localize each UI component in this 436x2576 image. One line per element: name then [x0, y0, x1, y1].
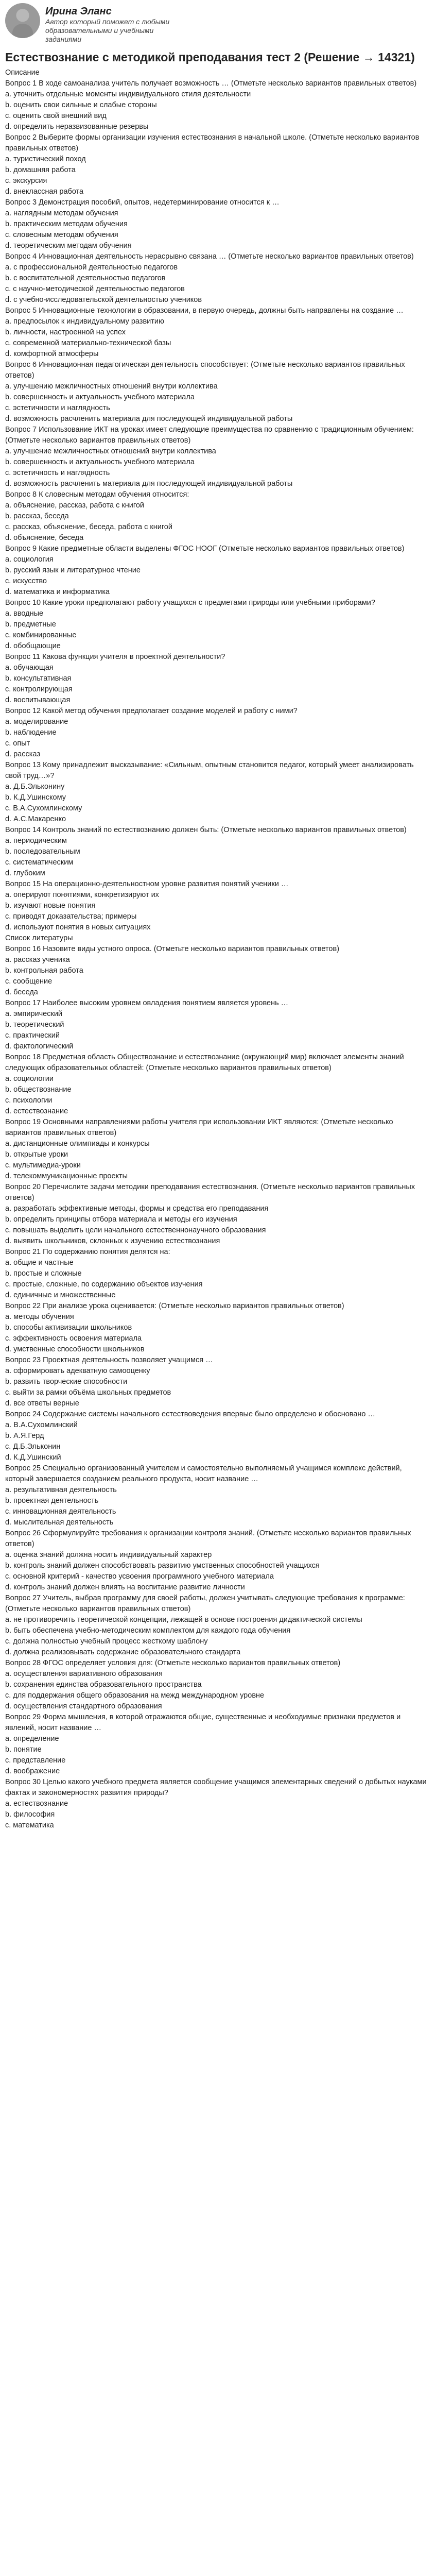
answer-option: c. выйти за рамки объёма школьных предметов: [5, 1388, 171, 1397]
answer-option: c. эстетичности и наглядность: [5, 404, 110, 412]
answer-option: a. Д.Б.Эльконину: [5, 783, 65, 791]
answer-option: b. изучают новые понятия: [5, 902, 96, 910]
answer-option: b. определить принципы отбора материала и методы его изучения: [5, 1215, 237, 1224]
question-text: Вопрос 22 При анализе урока оценивается: (Отметьте несколько вариантов правильных ответов): [5, 1302, 344, 1310]
answer-option: a. естествознание: [5, 1800, 68, 1808]
answer-option: a. оперируют понятиями, конкретизируют их: [5, 891, 159, 899]
answer-option: a. социологии: [5, 1075, 54, 1083]
author-avatar[interactable]: [5, 3, 40, 38]
answer-option: c. эстетичность и наглядность: [5, 469, 110, 477]
answer-option: d. естествознание: [5, 1107, 68, 1115]
answer-option: b. открытые уроки: [5, 1150, 68, 1159]
answer-option: c. для поддержания общего образования на межд международном уровне: [5, 1691, 265, 1700]
answer-option: b. обществознание: [5, 1086, 72, 1094]
answer-option: a. рассказ ученика: [5, 956, 70, 964]
answer-option: b. совершенность и актуальность учебного материала: [5, 393, 195, 401]
question-text: Вопрос 28 ФГОС определяет условия для: (Отметьте несколько вариантов правильных ответов): [5, 1659, 341, 1667]
answer-option: c. опыт: [5, 739, 30, 748]
question-text: Вопрос 14 Контроль знаний по естествознанию должен быть: (Отметьте несколько вариантов правильных ответов): [5, 826, 407, 834]
answer-option: b. домашняя работа: [5, 166, 76, 174]
answer-option: c. комбинированные: [5, 631, 77, 639]
answer-option: b. понятие: [5, 1745, 42, 1754]
answer-option: a. предпосылок к индивидуальному развитию: [5, 317, 164, 326]
question-text: Вопрос 15 На операционно-деятельностном уровне развития понятий ученики …: [5, 880, 289, 888]
answer-option: c. экскурсия: [5, 177, 47, 185]
answer-option: b. наблюдение: [5, 728, 57, 737]
answer-option: a. социология: [5, 555, 54, 564]
author-block: [5, 3, 431, 44]
answer-option: b. проектная деятельность: [5, 1497, 99, 1505]
answer-option: c. представление: [5, 1756, 66, 1765]
question-text: Вопрос 30 Целью какого учебного предмета является сообщение учащимся элементарных сведений о добытых науками фактах и закономерностях развития природы?: [5, 1778, 427, 1797]
answer-option: a. с профессиональной деятельностью педагогов: [5, 263, 178, 272]
answer-option: d. выявить школьников, склонных к изучению естествознания: [5, 1237, 220, 1245]
question-text: Вопрос 18 Предметная область Обществознание и естествознание (окружающий мир) включает элементы знаний следующих образовательных областей: (Отметьте несколько вариантов правильных ответов): [5, 1053, 404, 1072]
answer-option: c. мультимедиа-уроки: [5, 1161, 81, 1170]
answer-option: b. контрольная работа: [5, 967, 83, 975]
answer-option: c. контролирующая: [5, 685, 73, 693]
page-title: Естествознание с методикой преподавания тест 2 (Решение → 14321): [5, 50, 415, 64]
answer-option: a. дистанционные олимпиады и конкурсы: [5, 1140, 150, 1148]
answer-option: d. теоретическим методам обучения: [5, 242, 132, 250]
answer-option: d. внеклассная работа: [5, 188, 84, 196]
answer-option: c. повышать выделить цели начального естественнонаучного образования: [5, 1226, 266, 1234]
answer-option: d. фактологический: [5, 1042, 74, 1050]
question-text: Вопрос 27 Учитель, выбрав программу для своей работы, должен учитывать следующие требования к программе: (Отметьте несколько вариантов правильных ответов): [5, 1594, 405, 1613]
question-text: Вопрос 19 Основными направлениями работы учителя при использовании ИКТ являются: (Отметьте несколько вариантов правильных ответов): [5, 1118, 393, 1137]
answer-option: c. современной материально-технической базы: [5, 339, 171, 347]
question-text: Вопрос 29 Форма мышления, в которой отражаются общие, существенные и необходимые признаки предметов и явлений, носит название …: [5, 1713, 401, 1732]
answer-option: d. воображение: [5, 1767, 60, 1775]
question-text: Вопрос 3 Демонстрация пособий, опытов, недетерминирование относится к …: [5, 198, 280, 207]
answer-option: a. результативная деятельность: [5, 1486, 117, 1494]
answer-option: a. обучающая: [5, 664, 54, 672]
answer-option: d. обобщающие: [5, 642, 61, 650]
answer-option: b. сохранения единства образовательного пространства: [5, 1681, 202, 1689]
question-text: Вопрос 9 Какие предметные области выделены ФГОС НООГ (Отметьте несколько вариантов правильных ответов): [5, 545, 405, 553]
answer-option: d. возможность расчленить материала для последующей индивидуальной работы: [5, 480, 293, 488]
answer-option: c. эффективность освоения материала: [5, 1334, 142, 1343]
answer-option: c. должна полностью учебный процесс жесткому шаблону: [5, 1637, 208, 1646]
answer-option: c. искусство: [5, 577, 47, 585]
answer-option: a. оценка знаний должна носить индивидуальный характер: [5, 1551, 212, 1559]
answer-option: b. теоретический: [5, 1021, 64, 1029]
answer-option: c. рассказ, объяснение, беседа, работа с книгой: [5, 523, 172, 531]
answer-option: d. беседа: [5, 988, 38, 996]
answer-option: d. должна реализовывать содержание образовательного стандарта: [5, 1648, 241, 1656]
answer-option: d. математика и информатика: [5, 588, 110, 596]
answer-option: c. психологии: [5, 1096, 53, 1105]
answer-option: a. эмпирический: [5, 1010, 63, 1018]
question-text: Вопрос 4 Инновационная деятельность нерасрывно связана … (Отметьте несколько вариантов правильных ответов): [5, 252, 414, 261]
answer-option: d. осуществления стандартного образования: [5, 1702, 162, 1710]
answer-option: d. все ответы верные: [5, 1399, 79, 1408]
question-text: Вопрос 1 В ходе самоанализа учитель получает возможность … (Отметьте несколько вариантов правильных ответов): [5, 79, 417, 88]
question-text: Вопрос 24 Содержание системы начального естествоведения впервые было определено и обосновано …: [5, 1410, 375, 1418]
answer-option: a. осуществления вариативного образования: [5, 1670, 163, 1678]
answer-option: a. вводные: [5, 609, 44, 618]
answer-option: b. консультативная: [5, 674, 72, 683]
answer-option: b. рассказ, беседа: [5, 512, 69, 520]
answer-option: c. практический: [5, 1031, 60, 1040]
answer-option: c. сообщение: [5, 977, 53, 986]
answer-option: b. предметные: [5, 620, 56, 629]
question-text: Вопрос 5 Инновационные технологии в образовании, в первую очередь, должны быть направлены на создание …: [5, 307, 404, 315]
answer-option: a. методы обучения: [5, 1313, 74, 1321]
question-text: Вопрос 25 Специально организованный учителем и самостоятельно выполняемый учащимся комплекс действий, который завершается созданием реального продукта, носит название …: [5, 1464, 402, 1483]
answer-option: d. воспитывающая: [5, 696, 71, 704]
answer-option: c. основной критерий - качество усвоения программного учебного материала: [5, 1572, 274, 1581]
answer-option: c. простые, сложные, по содержанию объектов изучения: [5, 1280, 203, 1289]
question-text: Вопрос 12 Какой метод обучения предполагает создание моделей и работу с ними?: [5, 707, 298, 715]
author-name[interactable]: Ирина Эланс: [45, 6, 112, 17]
question-text: Вопрос 13 Кому принадлежит высказывание: «Сильным, опытным становится педагог, который умеет анализировать свой труд…»?: [5, 761, 414, 780]
answer-option: b. быть обеспечена учебно-методическим комплектом для каждого года обучения: [5, 1626, 291, 1635]
answer-option: a. улучшение межличностных отношений внутри коллектива: [5, 447, 216, 455]
answer-option: a. объяснение, рассказ, работа с книгой: [5, 501, 144, 510]
question-text: Вопрос 23 Проектная деятельность позволяет учащимся …: [5, 1356, 213, 1364]
answer-option: a. не противоречить теоретической концепции, лежащей в основе построения дидактической системы: [5, 1616, 362, 1624]
question-text: Вопрос 10 Какие уроки предполагают работу учащихся с предметами природы или учебными приборами?: [5, 599, 375, 607]
answer-option: c. с научно-методической деятельностью педагогов: [5, 285, 185, 293]
answer-option: b. развить творческие способности: [5, 1378, 128, 1386]
question-text: Вопрос 11 Какова функция учителя в проектной деятельности?: [5, 653, 225, 661]
answer-option: a. В.А.Сухомлинский: [5, 1421, 78, 1429]
answer-option: b. оценить свои сильные и слабые стороны: [5, 101, 157, 109]
answer-option: a. разработать эффективные методы, формы и средства его преподавания: [5, 1205, 269, 1213]
question-text: Вопрос 8 К словесным методам обучения относится:: [5, 490, 189, 499]
answer-option: d. возможность расчленить материала для последующей индивидуальной работы: [5, 415, 293, 423]
question-text: Вопрос 21 По содержанию понятия делятся на:: [5, 1248, 170, 1256]
question-text: Вопрос 2 Выберите формы организации изучения естествознания в начальной школе. (Отметьте несколько вариантов правильных ответов): [5, 133, 420, 152]
answer-option: d. телекоммуникационные проекты: [5, 1172, 128, 1180]
answer-option: c. Д.Б.Эльконин: [5, 1443, 61, 1451]
answer-option: b. совершенность и актуальность учебного материала: [5, 458, 195, 466]
question-text: Вопрос 20 Перечислите задачи методики преподавания естествознания. (Отметьте несколько вариантов правильных ответов): [5, 1183, 415, 1202]
answer-option: d. А.С.Макаренко: [5, 815, 66, 823]
answer-option: b. личности, настроенной на успех: [5, 328, 126, 336]
answer-option: c. словесным методам обучения: [5, 231, 118, 239]
answer-option: b. последовательным: [5, 848, 80, 856]
answer-option: a. наглядным методам обучения: [5, 209, 118, 217]
answer-option: d. объяснение, беседа: [5, 534, 84, 542]
answer-option: d. единичные и множественные: [5, 1291, 116, 1299]
answer-option: d. комфортной атмосферы: [5, 350, 99, 358]
answer-option: b. простые и сложные: [5, 1269, 82, 1278]
answer-option: b. практическим методам обучения: [5, 220, 128, 228]
answer-option: d. мыслительная деятельность: [5, 1518, 114, 1527]
answer-option: b. философия: [5, 1810, 55, 1819]
answer-option: a. определение: [5, 1735, 59, 1743]
answer-option: a. туристический поход: [5, 155, 86, 163]
answer-option: b. русский язык и литературное чтение: [5, 566, 141, 574]
question-text: Вопрос 6 Инновационная педагогическая деятельность способствует: (Отметьте несколько вариантов правильных ответов): [5, 361, 405, 380]
answer-option: b. способы активизации школьников: [5, 1324, 132, 1332]
answer-option: d. умственные способности школьников: [5, 1345, 145, 1353]
answer-option: d. используют понятия в новых ситуациях: [5, 923, 151, 931]
answer-option: a. моделирование: [5, 718, 68, 726]
answer-option: c. систематическим: [5, 858, 74, 867]
answer-option: d. контроль знаний должен влиять на воспитание развитие личности: [5, 1583, 245, 1591]
answer-option: d. глубоким: [5, 869, 45, 877]
answer-option: c. оценить свой внешний вид: [5, 112, 107, 120]
question-text: Вопрос 7 Использование ИКТ на уроках имеет следующие преимущества по сравнению с традиционным обучением: (Отметьте несколько вариантов правильных ответов): [5, 426, 414, 445]
answer-option: c. В.А.Сухомлинскому: [5, 804, 82, 812]
author-info: [45, 3, 189, 44]
description-label: Описание: [5, 69, 40, 77]
answer-option: b. с воспитательной деятельностью педагогов: [5, 274, 166, 282]
answer-option: a. сформировать адекватную самооценку: [5, 1367, 150, 1375]
text-line: Список литературы: [5, 934, 73, 942]
answer-option: a. улучшению межличностных отношений внутри коллектива: [5, 382, 218, 391]
answer-option: d. с учебно-исследовательской деятельностью учеников: [5, 296, 202, 304]
answer-option: c. математика: [5, 1821, 54, 1829]
answer-option: a. уточнить отдельные моменты индивидуального стиля деятельности: [5, 90, 251, 98]
question-text: Вопрос 17 Наиболее высоким уровнем овладения понятием является уровень …: [5, 999, 289, 1007]
answer-option: d. определить неразвизованные резервы: [5, 123, 149, 131]
answer-option: b. К.Д.Ушинскому: [5, 793, 66, 802]
answer-option: b. контроль знаний должен способствовать развитию умственных способностей учащихся: [5, 1562, 320, 1570]
answer-option: b. А.Я.Герд: [5, 1432, 44, 1440]
answer-option: d. рассказ: [5, 750, 40, 758]
answer-option: a. общие и частные: [5, 1259, 74, 1267]
answer-option: a. периодическим: [5, 837, 67, 845]
answer-option: c. инновационная деятельность: [5, 1507, 116, 1516]
question-text: Вопрос 26 Сформулируйте требования к организации контроля знаний. (Отметьте несколько вариантов правильных ответов): [5, 1529, 411, 1548]
answer-option: c. приводят доказательства; примеры: [5, 912, 137, 921]
answer-option: d. К.Д.Ушинский: [5, 1453, 61, 1462]
author-description: Автор который поможет с любыми образовательными и учебными заданиями: [45, 18, 170, 43]
question-text: Вопрос 16 Назовите виды устного опроса. (Отметьте несколько вариантов правильных ответов): [5, 945, 340, 953]
question-list: [5, 78, 431, 1831]
